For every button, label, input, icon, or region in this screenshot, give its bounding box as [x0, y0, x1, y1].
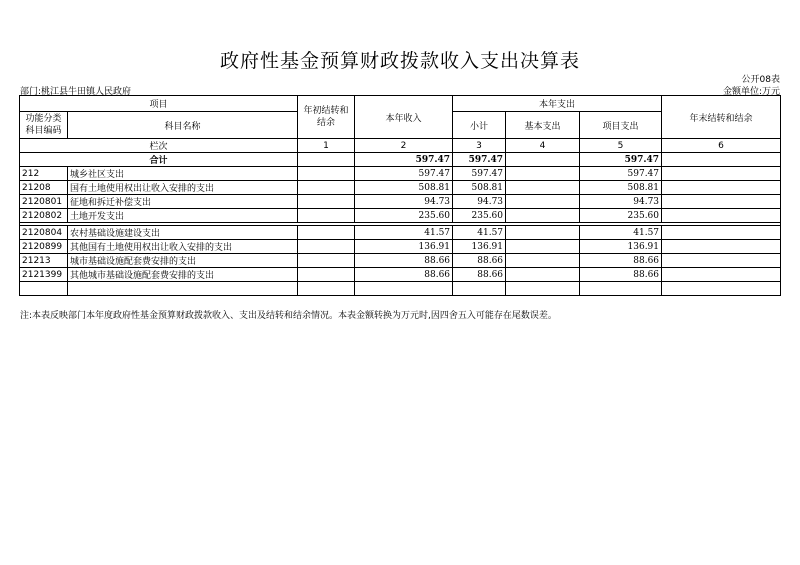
row-income: 597.47 — [355, 167, 453, 181]
row-basic — [506, 167, 580, 181]
row-closing — [662, 167, 781, 181]
row-project: 597.47 — [580, 167, 662, 181]
empty-cell — [580, 282, 662, 296]
row-basic — [506, 254, 580, 268]
row-income: 136.91 — [355, 240, 453, 254]
row-project: 94.73 — [580, 195, 662, 209]
row-subtotal: 88.66 — [453, 268, 506, 282]
column-index: 2 — [355, 139, 453, 153]
header-subtotal: 小计 — [453, 112, 506, 139]
row-subtotal: 508.81 — [453, 181, 506, 195]
empty-cell — [662, 282, 781, 296]
row-code: 21213 — [20, 254, 68, 268]
row-name: 农村基础设施建设支出 — [68, 226, 298, 240]
row-name: 城乡社区支出 — [68, 167, 298, 181]
row-opening — [298, 240, 355, 254]
row-subtotal: 41.57 — [453, 226, 506, 240]
table-row — [20, 268, 781, 282]
row-code: 2120804 — [20, 226, 68, 240]
table-row — [20, 254, 781, 268]
empty-cell — [506, 282, 580, 296]
row-income: 88.66 — [355, 268, 453, 282]
row-opening — [298, 226, 355, 240]
row-closing — [662, 181, 781, 195]
header-expenditure: 本年支出 — [453, 96, 662, 112]
row-project: 88.66 — [580, 254, 662, 268]
row-opening — [298, 167, 355, 181]
column-index: 6 — [662, 139, 781, 153]
row-basic — [506, 181, 580, 195]
empty-cell — [355, 282, 453, 296]
header-func-code: 功能分类科目编码 — [20, 112, 68, 139]
total-label: 合计 — [20, 153, 298, 167]
row-income: 508.81 — [355, 181, 453, 195]
row-name: 城市基础设施配套费安排的支出 — [68, 254, 298, 268]
header-opening-balance: 年初结转和结余 — [298, 96, 355, 139]
form-code: 公开08表 — [741, 75, 780, 85]
row-basic — [506, 209, 580, 223]
row-subtotal: 88.66 — [453, 254, 506, 268]
row-code: 2120899 — [20, 240, 68, 254]
empty-cell — [20, 282, 68, 296]
table-row — [20, 209, 781, 223]
row-basic — [506, 226, 580, 240]
total-subtotal: 597.47 — [453, 153, 506, 167]
row-basic — [506, 268, 580, 282]
row-basic — [506, 240, 580, 254]
row-code: 2120802 — [20, 209, 68, 223]
row-project: 88.66 — [580, 268, 662, 282]
row-code: 2121399 — [20, 268, 68, 282]
row-closing — [662, 254, 781, 268]
table-row — [20, 167, 781, 181]
header-item: 项目 — [20, 96, 298, 112]
row-closing — [662, 209, 781, 223]
column-index: 4 — [506, 139, 580, 153]
total-income: 597.47 — [355, 153, 453, 167]
header-project: 项目支出 — [580, 112, 662, 139]
row-income: 41.57 — [355, 226, 453, 240]
row-name: 其他城市基础设施配套费安排的支出 — [68, 268, 298, 282]
total-closing — [662, 153, 781, 167]
row-income: 235.60 — [355, 209, 453, 223]
row-code: 2120801 — [20, 195, 68, 209]
column-index: 5 — [580, 139, 662, 153]
empty-cell — [68, 282, 298, 296]
column-index: 3 — [453, 139, 506, 153]
row-project: 136.91 — [580, 240, 662, 254]
row-name: 征地和拆迁补偿支出 — [68, 195, 298, 209]
table-row — [20, 181, 781, 195]
header-subject-name: 科目名称 — [68, 112, 298, 139]
header-income: 本年收入 — [355, 96, 453, 139]
header-closing-balance: 年末结转和结余 — [662, 96, 781, 139]
row-income: 88.66 — [355, 254, 453, 268]
row-name: 其他国有土地使用权出让收入安排的支出 — [68, 240, 298, 254]
row-name: 土地开发支出 — [68, 209, 298, 223]
row-closing — [662, 195, 781, 209]
row-opening — [298, 209, 355, 223]
total-project: 597.47 — [580, 153, 662, 167]
row-subtotal: 235.60 — [453, 209, 506, 223]
row-closing — [662, 226, 781, 240]
total-opening — [298, 153, 355, 167]
column-index: 1 — [298, 139, 355, 153]
row-opening — [298, 254, 355, 268]
row-opening — [298, 268, 355, 282]
total-basic — [506, 153, 580, 167]
unit-label: 金额单位:万元 — [722, 87, 780, 97]
row-project: 41.57 — [580, 226, 662, 240]
row-name: 国有土地使用权出让收入安排的支出 — [68, 181, 298, 195]
row-code: 21208 — [20, 181, 68, 195]
row-closing — [662, 240, 781, 254]
empty-cell — [298, 282, 355, 296]
page-title: 政府性基金预算财政拨款收入支出决算表 — [219, 50, 580, 72]
column-index-label: 栏次 — [20, 139, 298, 153]
table-row — [20, 195, 781, 209]
empty-row — [20, 282, 781, 296]
row-basic — [506, 195, 580, 209]
row-closing — [662, 268, 781, 282]
table-row — [20, 226, 781, 240]
report-table — [19, 95, 781, 296]
row-subtotal: 136.91 — [453, 240, 506, 254]
row-opening — [298, 195, 355, 209]
row-project: 508.81 — [580, 181, 662, 195]
table-row — [20, 240, 781, 254]
row-subtotal: 597.47 — [453, 167, 506, 181]
row-project: 235.60 — [580, 209, 662, 223]
department-label: 部门:桃江县牛田镇人民政府 — [20, 87, 132, 97]
header-basic: 基本支出 — [506, 112, 580, 139]
row-code: 212 — [20, 167, 68, 181]
empty-cell — [453, 282, 506, 296]
footnote: 注:本表反映部门本年度政府性基金预算财政拨款收入、支出及结转和结余情况。本表金额转换为万元时,因四舍五入可能存在尾数误差。 — [20, 311, 557, 321]
row-subtotal: 94.73 — [453, 195, 506, 209]
row-opening — [298, 181, 355, 195]
total-row — [20, 153, 781, 167]
row-income: 94.73 — [355, 195, 453, 209]
